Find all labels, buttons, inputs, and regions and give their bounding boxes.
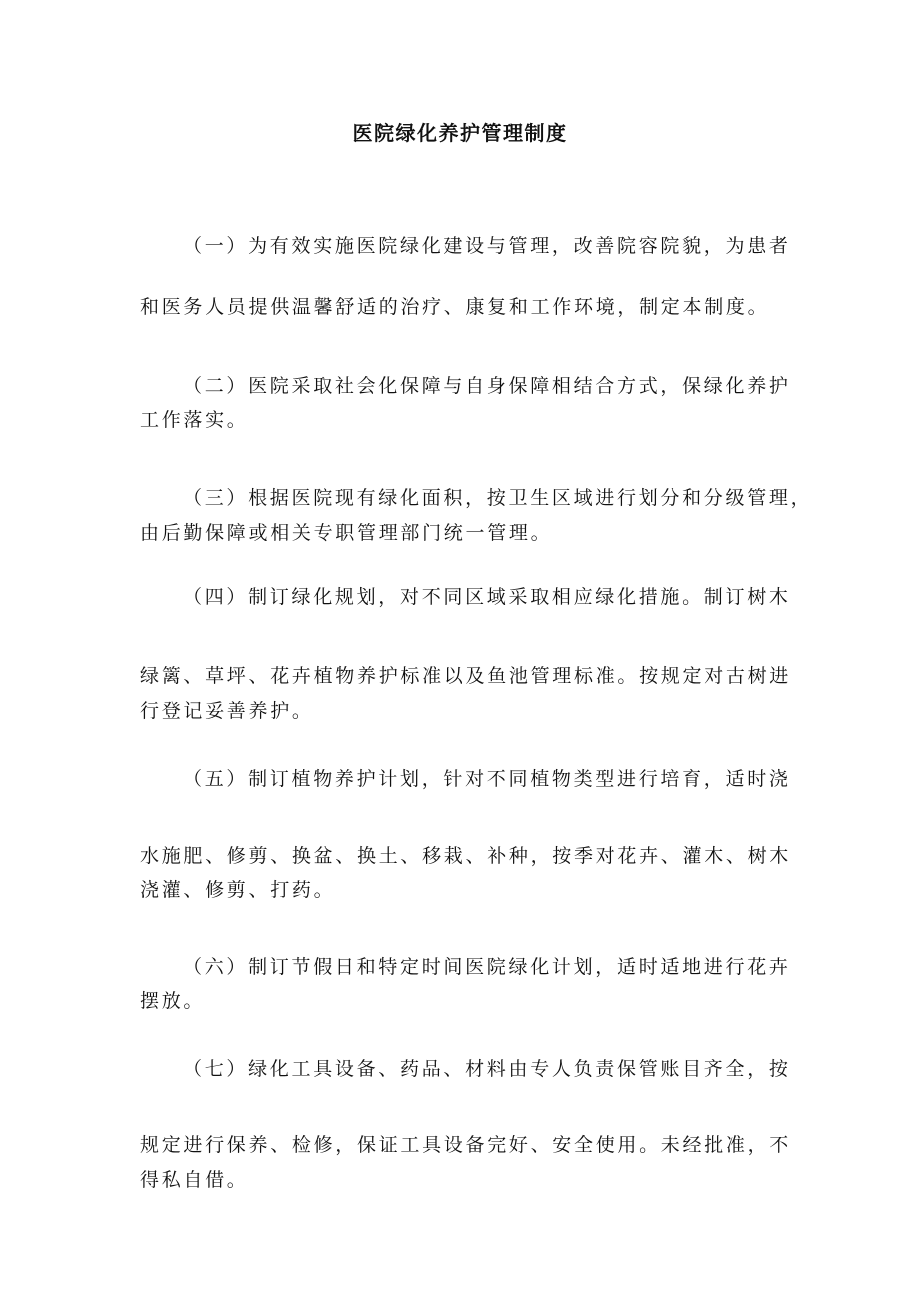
paragraph-line: （三）根据医院现有绿化面积，按卫生区域进行划分和分级管理， — [183, 487, 813, 509]
paragraph-line: 得私自借。 — [140, 1169, 249, 1191]
paragraph-line: 水施肥、修剪、换盆、换土、移栽、补种，按季对花卉、灌木、树木 — [140, 845, 792, 867]
paragraph-line: （四）制订绿化规划，对不同区域采取相应绿化措施。制订树木 — [183, 586, 791, 608]
paragraph-line: 摆放。 — [140, 990, 206, 1012]
paragraph-line: 绿篱、草坪、花卉植物养护标准以及鱼池管理标准。按规定对古树进 — [140, 665, 792, 687]
paragraph-line: （五）制订植物养护计划，针对不同植物类型进行培育，适时浇 — [183, 768, 791, 790]
paragraph-line: 工作落实。 — [140, 409, 249, 431]
paragraph-line: （七）绿化工具设备、药品、材料由专人负责保管账目齐全，按 — [183, 1058, 791, 1080]
paragraph-line: 浇灌、修剪、打药。 — [140, 879, 336, 901]
paragraph-line: （一）为有效实施医院绿化建设与管理，改善院容院貌，为患者 — [183, 235, 791, 257]
document-title: 医院绿化养护管理制度 — [352, 121, 568, 145]
paragraph-line: （二）医院采取社会化保障与自身保障相结合方式，保绿化养护 — [183, 375, 791, 397]
paragraph-line: 行登记妥善养护。 — [140, 700, 314, 722]
paragraph-line: 由后勤保障或相关专职管理部门统一管理。 — [140, 522, 553, 544]
paragraph-line: 规定进行保养、检修，保证工具设备完好、安全使用。未经批准，不 — [140, 1134, 792, 1156]
paragraph-line: 和医务人员提供温馨舒适的治疗、康复和工作环境，制定本制度。 — [140, 296, 770, 318]
paragraph-line: （六）制订节假日和特定时间医院绿化计划，适时适地进行花卉 — [183, 956, 791, 978]
